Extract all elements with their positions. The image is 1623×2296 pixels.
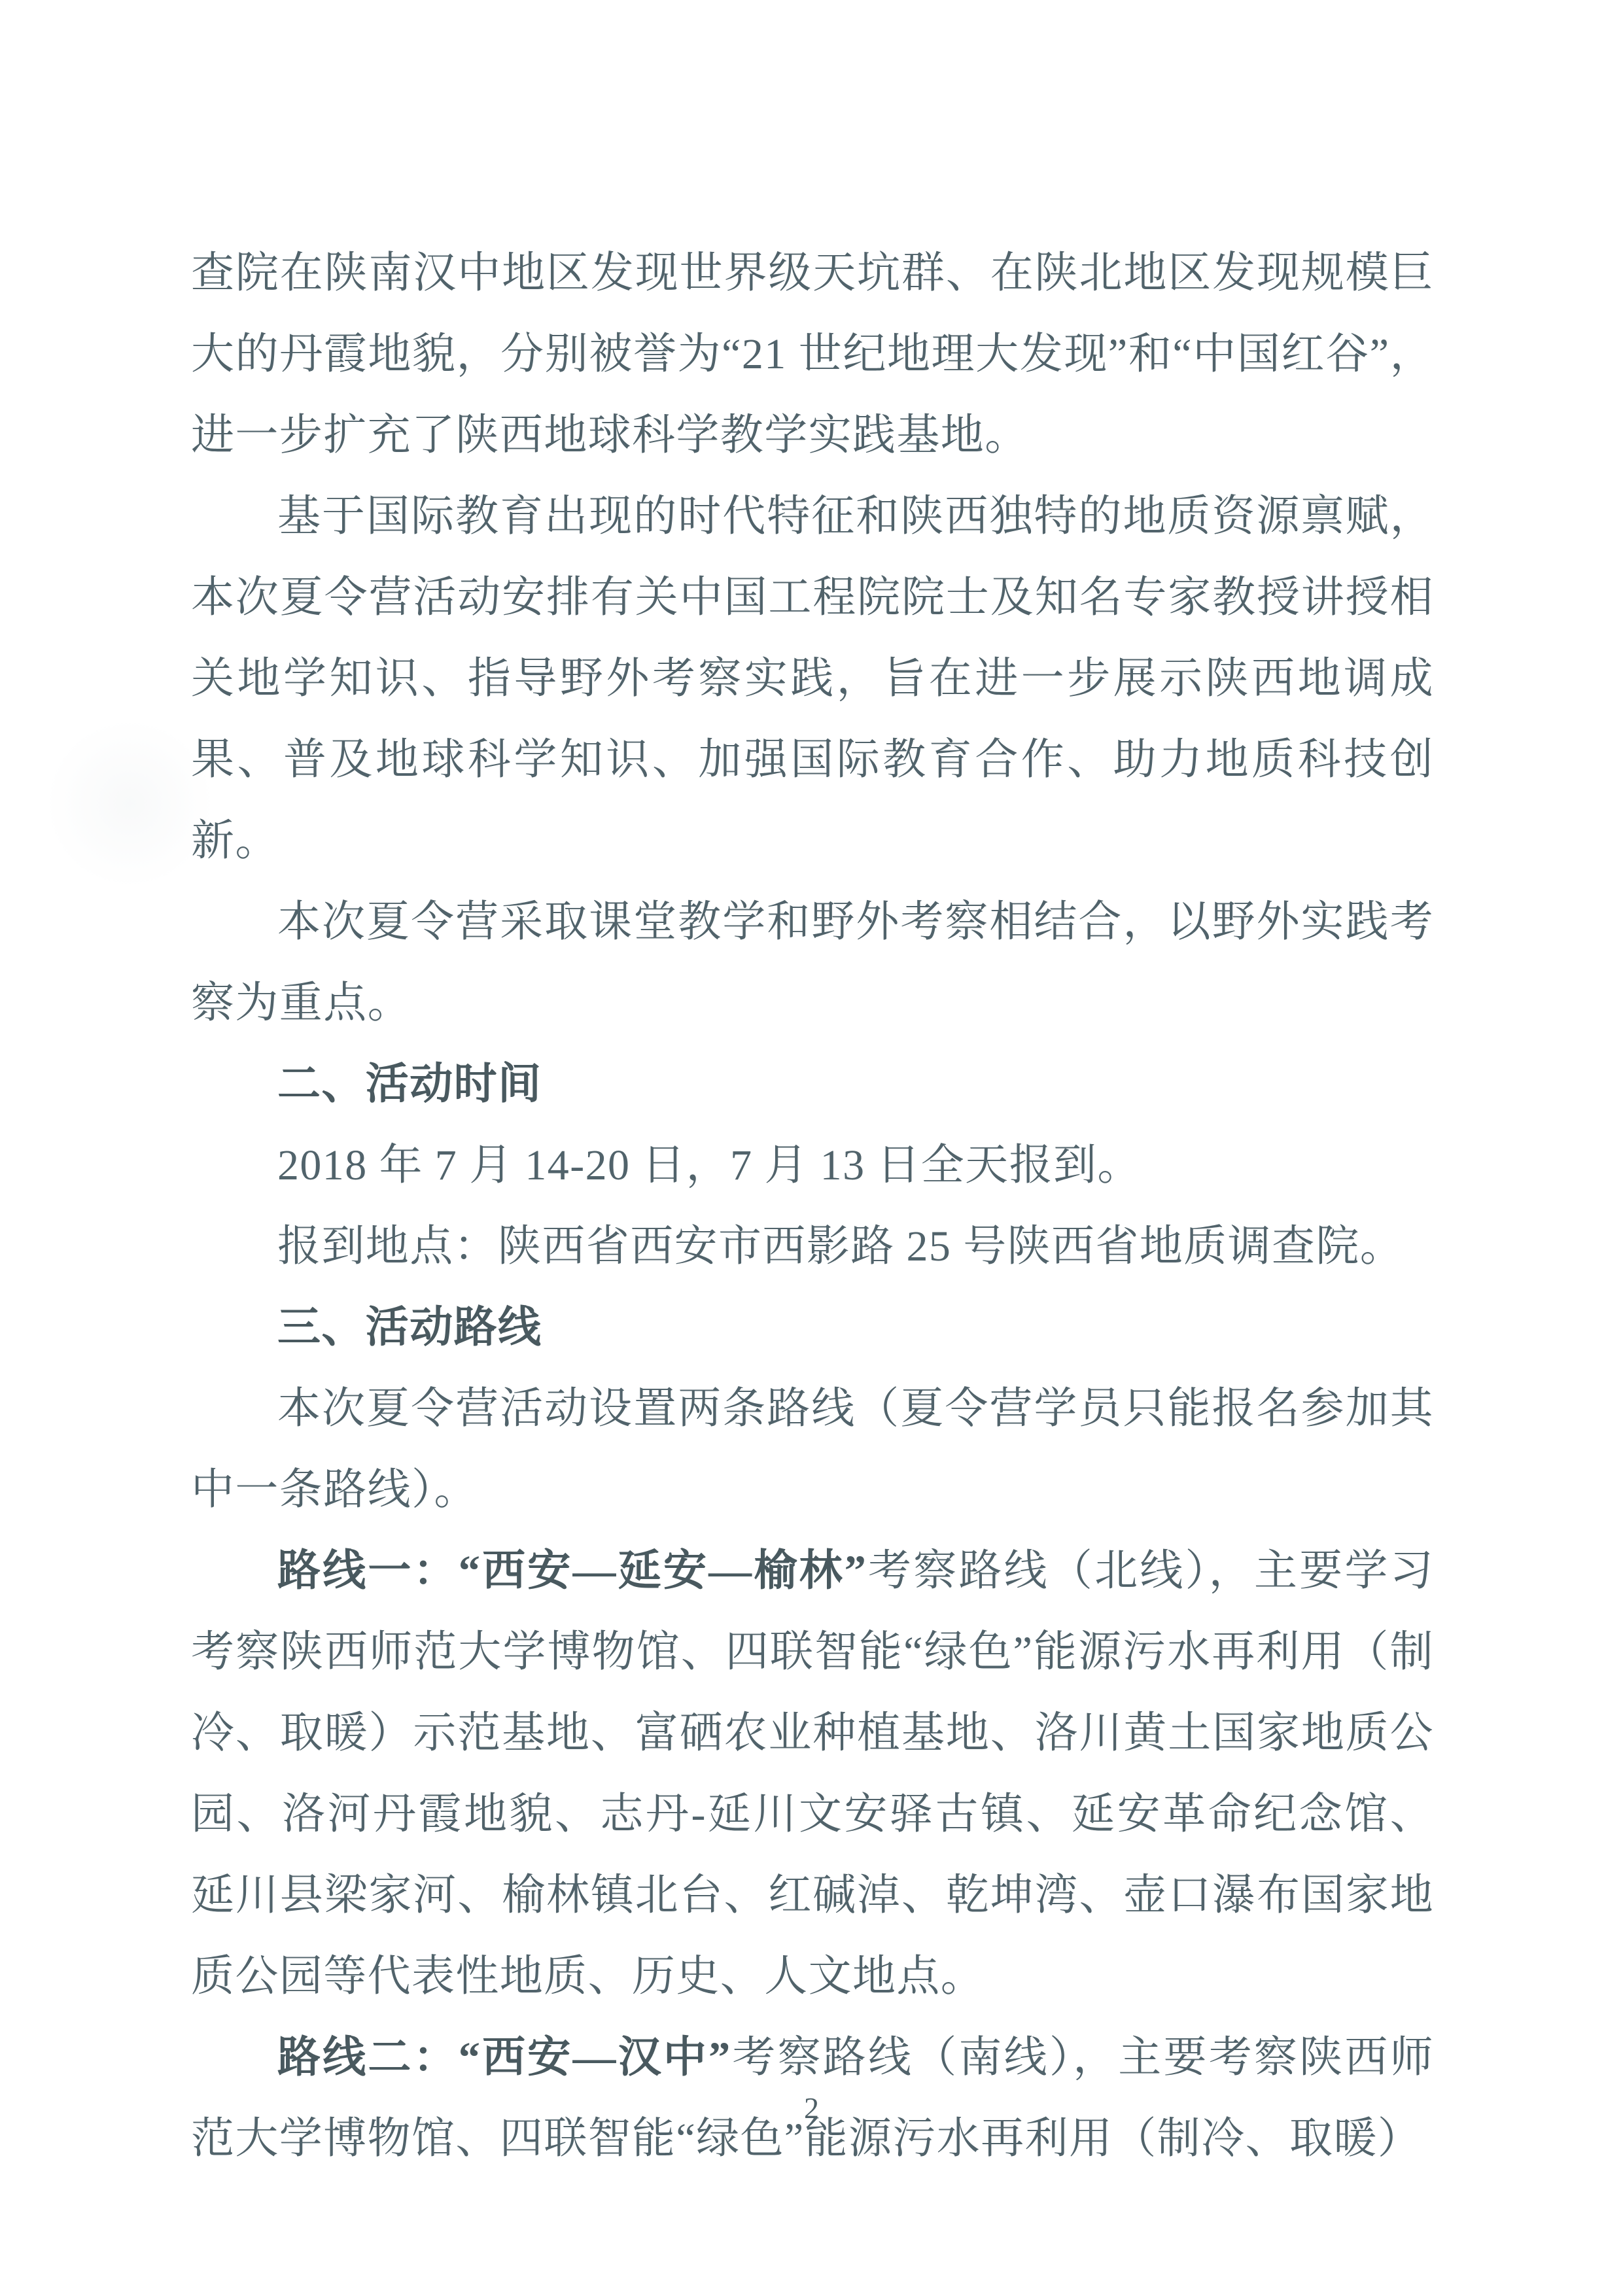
para-date bbox=[191, 1125, 1434, 1206]
text-run: 考察路线（北线），主要学习考察陕西师范大学博物馆、四联智能“绿色”能源污水再利用（制冷、取暖）示范基地、富硒农业种植基地、洛川黄土国家地质公园、洛河丹霞地貌、志丹-延川文安驿古镇、延安革命纪念馆、延川县梁家河、榆林镇北台、红碱淖、乾坤湾、壶口瀑布国家地质公园等代表性地质、历史、人文地点。 bbox=[191, 1547, 1435, 2000]
text-run-bold: 路线一： bbox=[277, 1547, 459, 1595]
heading-activity-time bbox=[191, 1044, 1434, 1125]
page-number: 2 bbox=[804, 2091, 819, 2125]
text-run-bold: 三、活动路线 bbox=[277, 1304, 542, 1351]
text-run-bold: 路线二： bbox=[277, 2034, 459, 2081]
text-run: 本次夏令营采取课堂教学和野外考察相结合，以野外实践考察为重点。 bbox=[191, 898, 1434, 1027]
text-run: 2018 年 7 月 14-20 日，7 月 13 日全天报到。 bbox=[277, 1141, 1142, 1189]
para-routes-intro bbox=[191, 1368, 1434, 1531]
document-body bbox=[191, 233, 1434, 2180]
para-background bbox=[191, 476, 1434, 882]
text-run-bold: 二、活动时间 bbox=[277, 1060, 542, 1108]
para-method bbox=[191, 882, 1434, 1044]
para-route-one bbox=[191, 1531, 1434, 2017]
text-run: 基于国际教育出现的时代特征和陕西独特的地质资源禀赋，本次夏令营活动安排有关中国工程院院士及知名专家教授讲授相关地学知识、指导野外考察实践，旨在进一步展示陕西地调成果、普及地球科学知识、加强国际教育合作、助力地质科技创新。 bbox=[191, 493, 1434, 865]
text-run: 考察路线（南线），主要考察陕西师范大学博物馆、四联智能“绿色”能源污水再利用（制冷、取暖） bbox=[191, 2034, 1434, 2163]
text-run: 报到地点：陕西省西安市西影路 25 号陕西省地质调查院。 bbox=[277, 1223, 1405, 1270]
text-run: 本次夏令营活动设置两条路线（夏令营学员只能报名参加其中一条路线）。 bbox=[191, 1385, 1434, 1514]
text-run-bold: “西安—延安—榆林” bbox=[458, 1547, 867, 1595]
text-run: 查院在陕南汉中地区发现世界级天坑群、在陕北地区发现规模巨大的丹霞地貌，分别被誉为“21 世纪地理大发现”和“中国红谷”，进一步扩充了陕西地球科学教学实践基地。 bbox=[191, 249, 1434, 459]
heading-activity-route bbox=[191, 1287, 1434, 1368]
text-run-bold: “西安—汉中” bbox=[458, 2034, 731, 2081]
para-continuation bbox=[191, 233, 1434, 476]
para-report-location bbox=[191, 1206, 1434, 1287]
